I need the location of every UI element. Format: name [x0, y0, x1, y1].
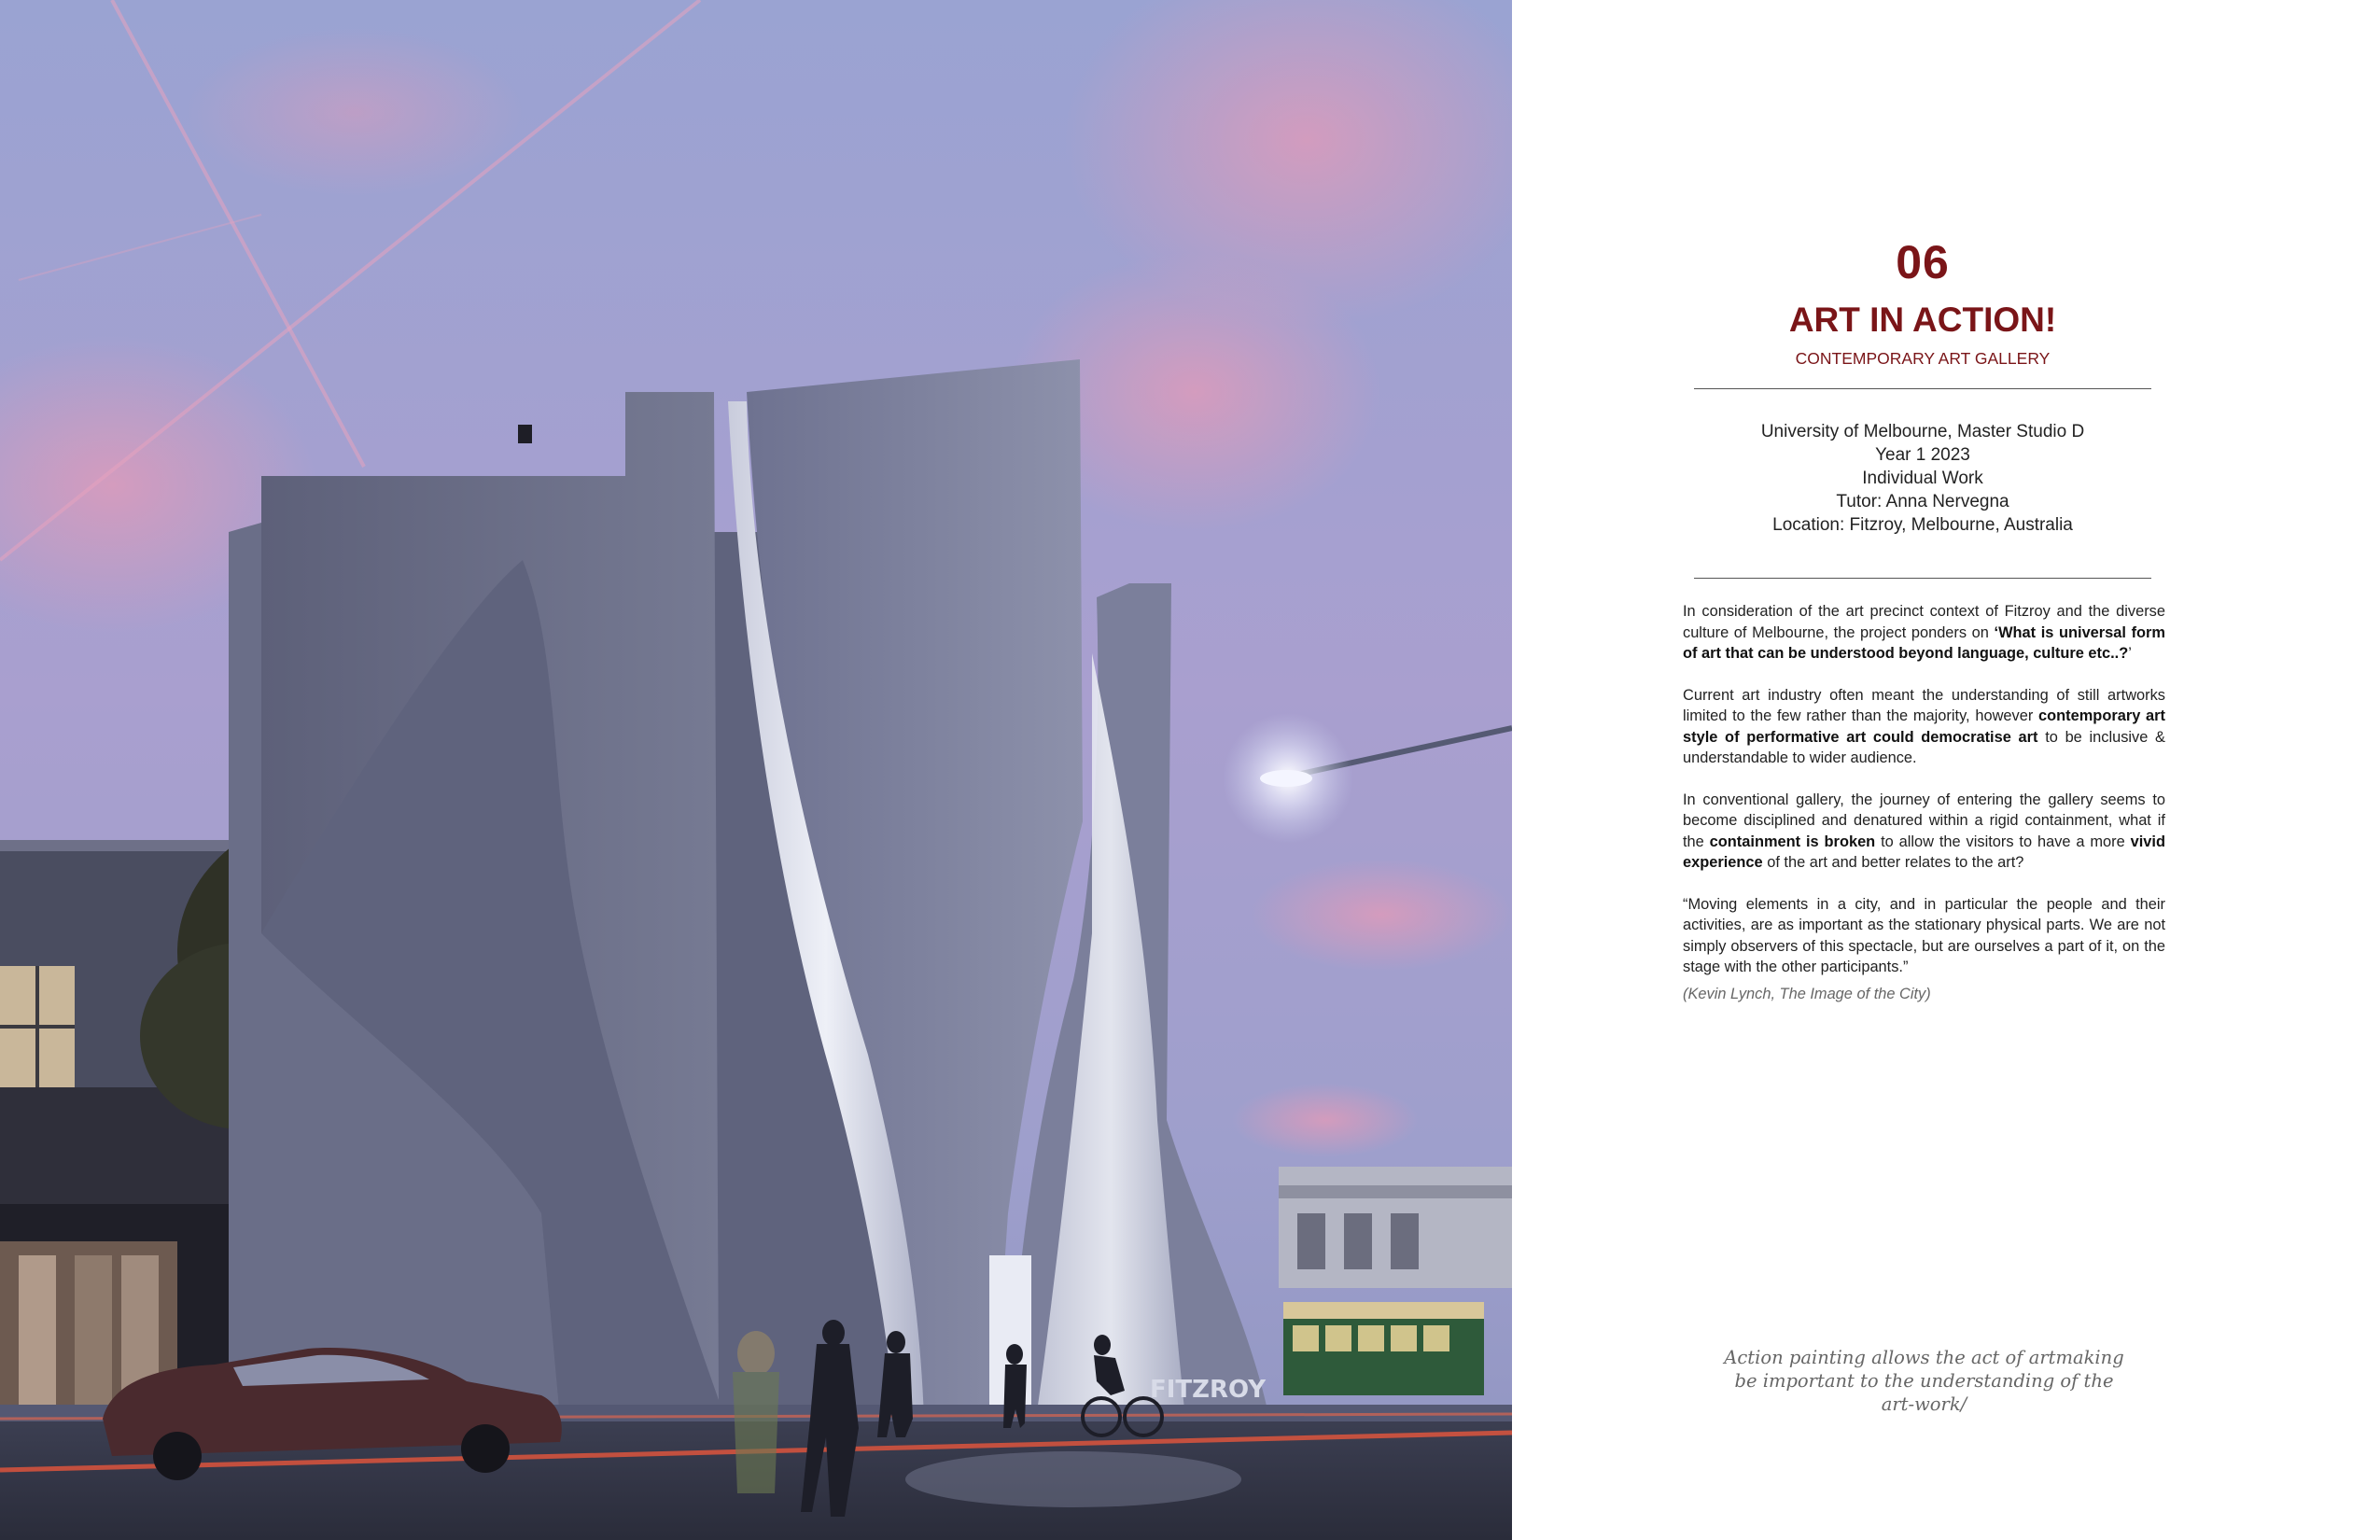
- divider-bottom: [1694, 578, 2151, 579]
- info-tutor: Tutor: Anna Nervegna: [1836, 492, 2009, 511]
- info-year: Year 1 2023: [1875, 445, 1970, 465]
- text-panel: [1512, 0, 2380, 1540]
- divider-top: [1694, 388, 2151, 389]
- project-subtitle: CONTEMPORARY ART GALLERY: [1795, 349, 2051, 368]
- project-description: [1683, 601, 2165, 1004]
- paragraph-1: In consideration of the art precinct context of Fitzroy and the diverse culture of Melbourne, the project ponders on ‘What is universal form of art that can be understood beyond language, culture etc..?’: [1683, 603, 2165, 662]
- building-sign-line1: FITZROY: [1150, 1376, 1267, 1404]
- tagline: Action painting allows the act of artmaking be important to the understanding of the art-work/: [1724, 1347, 2124, 1415]
- info-location: Location: Fitzroy, Melbourne, Australia: [1772, 515, 2073, 535]
- project-title: ART IN ACTION!: [1788, 301, 2057, 339]
- project-number: 06: [1896, 236, 1950, 288]
- info-university: University of Melbourne, Master Studio D: [1760, 422, 2085, 441]
- info-work-type: Individual Work: [1862, 469, 1983, 488]
- tram: [1283, 1302, 1484, 1395]
- project-info: [1512, 420, 2333, 537]
- paragraph-3: In conventional gallery, the journey of entering the gallery seems to become disciplined and denatured within a rigid containment, what if the containment is broken to allow the visitors to have a more vivid experience of the art and better relates to the art?: [1683, 791, 2165, 871]
- paragraph-2: Current art industry often meant the understanding of still artworks limited to the few rather than the majority, however contemporary art style of performative art could democratise art to be inclusive & understandable to wider audience.: [1683, 686, 2165, 766]
- blurred-pedestrian: [733, 1331, 779, 1493]
- quote-citation: (Kevin Lynch, The Image of the City): [1683, 985, 1931, 1002]
- quote: “Moving elements in a city, and in particular the people and their activities, are as important as the stationary physical parts. We are not simply observers of this spectacle, but are ourselves a part of it, on the stage with the other participants.”: [1683, 895, 2165, 975]
